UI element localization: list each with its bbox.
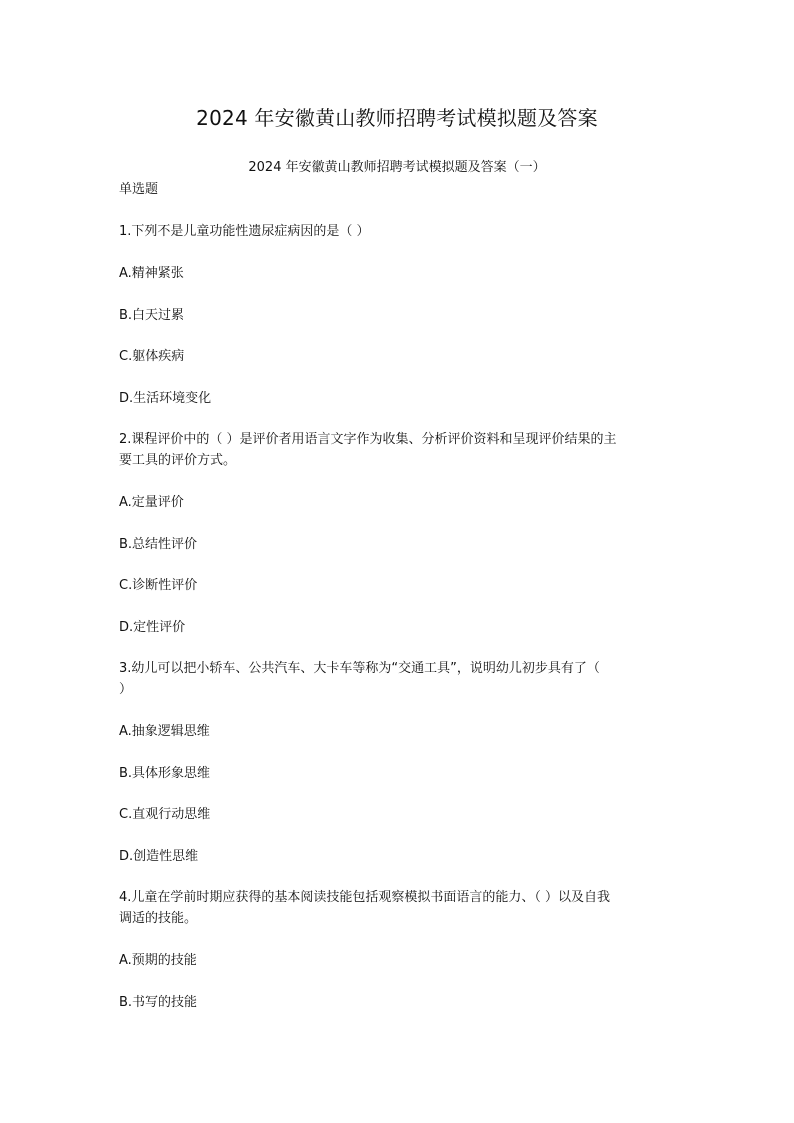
document-subtitle: 2024 年安徽黄山教师招聘考试模拟题及答案（一）	[248, 160, 546, 175]
question-2-option-c: C.诊断性评价	[119, 578, 198, 593]
question-2-option-b: B.总结性评价	[119, 537, 198, 552]
question-1-option-b: B.白天过累	[119, 308, 185, 323]
question-3-stem-line-2: ）	[119, 682, 133, 697]
question-2-option-a: A.定量评价	[119, 495, 184, 510]
question-2-stem-line-2: 要工具的评价方式。	[119, 453, 237, 468]
document-title: 2024 年安徽黄山教师招聘考试模拟题及答案	[196, 106, 598, 130]
question-1-stem: 1.下列不是儿童功能性遗尿症病因的是（ ）	[119, 224, 370, 239]
section-label: 单选题	[119, 182, 159, 197]
question-4-stem-line-2: 调适的技能。	[119, 911, 198, 926]
question-3-option-d: D.创造性思维	[119, 849, 199, 864]
question-2-option-d: D.定性评价	[119, 620, 186, 635]
question-1-option-c: C.躯体疾病	[119, 349, 185, 364]
question-3-option-c: C.直观行动思维	[119, 807, 211, 822]
question-4-option-b: B.书写的技能	[119, 995, 198, 1010]
question-3-stem-line-1: 3.幼儿可以把小轿车、公共汽车、大卡车等称为“交通工具”，说明幼儿初步具有了（	[119, 661, 600, 676]
question-4-stem-line-1: 4.儿童在学前时期应获得的基本阅读技能包括观察模拟书面语言的能力、（ ）以及自我	[119, 890, 611, 905]
question-1-option-d: D.生活环境变化	[119, 391, 212, 406]
question-3-option-a: A.抽象逻辑思维	[119, 724, 210, 739]
question-4-option-a: A.预期的技能	[119, 953, 197, 968]
question-1-option-a: A.精神紧张	[119, 266, 184, 281]
question-3-option-b: B.具体形象思维	[119, 766, 211, 781]
question-2-stem-line-1: 2.课程评价中的（ ）是评价者用语言文字作为收集、分析评价资料和呈现评价结果的主	[119, 432, 617, 447]
